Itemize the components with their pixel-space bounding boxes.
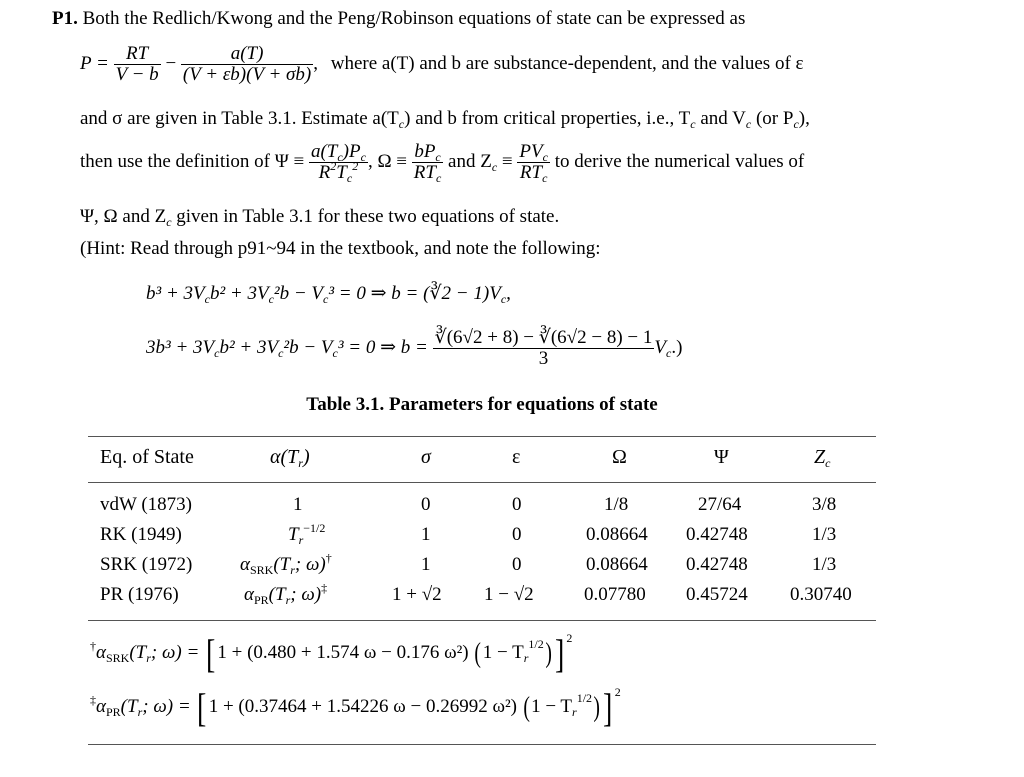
header-epsilon: ε bbox=[512, 446, 521, 468]
fraction-rt-den: V − b bbox=[115, 64, 159, 85]
row-epsilon: 1 − √2 bbox=[484, 584, 534, 605]
sub-c: c bbox=[500, 292, 507, 306]
row-omega: 0.08664 bbox=[586, 554, 648, 575]
footnote-args-end: ; ω) = bbox=[142, 696, 191, 717]
zc-den: RT bbox=[519, 162, 543, 183]
cubic2-num: ∛(6√2 + 8) − ∛(6√2 − 8) − 1 bbox=[434, 327, 653, 348]
row-alpha-args: (T bbox=[273, 554, 291, 575]
row-alpha-name: α bbox=[244, 584, 254, 605]
omega-label: , Ω ≡ bbox=[367, 150, 408, 172]
cubic2-end: V bbox=[654, 336, 666, 358]
equation-of-state bbox=[80, 44, 804, 85]
row-eos: RK (1949) bbox=[100, 524, 182, 545]
header-psi: Ψ bbox=[714, 446, 729, 468]
row-alpha-args-end: ; ω) bbox=[290, 584, 322, 605]
sub-c: c bbox=[435, 150, 441, 164]
where-text: where a(T) and b are substance-dependent, and the values of ε bbox=[330, 52, 804, 74]
header-zc-label: Z bbox=[814, 446, 826, 468]
psi-den-b: T bbox=[336, 162, 347, 183]
psi-num: a(T bbox=[310, 141, 338, 162]
sub-c: c bbox=[542, 150, 548, 164]
line-table-ref bbox=[80, 206, 559, 228]
zc-label: and Z bbox=[448, 150, 492, 172]
header-alpha-close: ) bbox=[302, 446, 310, 468]
line3-c: and V bbox=[695, 108, 746, 129]
cubic2-lhs: 3b³ + 3V bbox=[146, 336, 215, 358]
header-zc bbox=[814, 446, 830, 469]
row-sigma: 1 + √2 bbox=[392, 584, 442, 605]
row-epsilon: 0 bbox=[512, 554, 522, 575]
line4-end: to derive the numerical values of bbox=[554, 150, 805, 172]
fraction-at bbox=[181, 44, 313, 85]
row-alpha-sub: PR bbox=[253, 593, 269, 607]
problem-label: P1. bbox=[52, 8, 78, 29]
sub-c: c bbox=[332, 345, 338, 360]
cubic1-end: , bbox=[506, 283, 511, 304]
problem-intro: Both the Redlich/Kwong and the Peng/Robinson equations of state can be expressed as bbox=[82, 8, 746, 29]
row-alpha bbox=[240, 551, 332, 577]
zc-equiv: ≡ bbox=[497, 150, 513, 172]
line5-b: given in Table 3.1 for these two equations of state. bbox=[171, 206, 560, 227]
fraction-rt-num: RT bbox=[114, 44, 161, 65]
cubic2-den: 3 bbox=[538, 348, 549, 369]
row-psi: 0.42748 bbox=[686, 554, 748, 575]
header-alpha-label: α(T bbox=[270, 446, 299, 468]
zc-fraction bbox=[517, 142, 550, 183]
row-alpha bbox=[288, 521, 326, 547]
row-sigma: 1 bbox=[421, 524, 431, 545]
footnote-mark: † bbox=[90, 639, 96, 653]
footnote-pr: $^\ddagger\alpha_{PR}(T_r$; ω) = [ 1 + (0.37464 + 1.54226 ω − 0.26992 ω²) $(1 - T_r^{1/2})$] $^2$ bbox=[90, 684, 621, 730]
sub-c: c bbox=[268, 292, 274, 306]
row-zc: 3/8 bbox=[812, 494, 837, 515]
fraction-rt bbox=[114, 44, 161, 85]
line3-d: (or P bbox=[751, 108, 794, 129]
cubic1-mid: b² + 3V bbox=[209, 283, 269, 304]
line5-a: Ψ, Ω and Z bbox=[80, 206, 167, 227]
cubic1-lhs: b³ + 3V bbox=[146, 283, 205, 304]
row-omega: 0.08664 bbox=[586, 524, 648, 545]
row-alpha bbox=[244, 581, 328, 607]
psi-fraction: $\frac{a(T_c)P_c}{R^2T_c^2}$ bbox=[310, 141, 366, 185]
cubic2-fraction bbox=[433, 328, 655, 369]
footnote-factor-sup: 1/2 bbox=[528, 637, 544, 651]
row-alpha-args: (T bbox=[268, 584, 286, 605]
cubic-equation-1 bbox=[146, 282, 511, 305]
row-alpha-mark: † bbox=[325, 551, 332, 565]
line3-a: and σ are given in Table 3.1. Estimate a(T bbox=[80, 108, 399, 129]
sub-c: c bbox=[204, 292, 210, 306]
footnote-power: 2 bbox=[566, 631, 573, 645]
table-top-rule bbox=[88, 436, 876, 437]
footnote-factor-sub: r bbox=[523, 651, 529, 665]
header-sigma: σ bbox=[421, 446, 431, 468]
header-alpha bbox=[270, 446, 310, 469]
sub-c: c bbox=[214, 345, 220, 360]
eq-p-label: P = bbox=[80, 52, 109, 74]
hint-text: (Hint: Read through p91~94 in the textbook, and note the following: bbox=[80, 238, 601, 259]
sub-c: c bbox=[323, 292, 329, 306]
row-alpha-t: T bbox=[288, 524, 299, 545]
omega-den: RT bbox=[413, 162, 436, 183]
row-epsilon: 0 bbox=[512, 494, 522, 515]
sub-c: c bbox=[278, 345, 284, 360]
sub-c: c bbox=[398, 117, 405, 131]
row-sigma: 0 bbox=[421, 494, 431, 515]
sub-c: c bbox=[793, 117, 799, 131]
footnote-mark: ‡ bbox=[90, 693, 96, 707]
footnote-factor-sup: 1/2 bbox=[576, 691, 593, 705]
row-zc: 1/3 bbox=[812, 524, 837, 545]
cubic2-mid2: ²b − V bbox=[283, 336, 333, 358]
cubic2-rhs: ³ = 0 ⇒ b = bbox=[337, 336, 428, 358]
table-caption: Table 3.1. Parameters for equations of state bbox=[306, 394, 658, 415]
row-omega: 1/8 bbox=[604, 494, 629, 515]
row-eos: vdW (1873) bbox=[100, 494, 192, 515]
psi-num-b: )P bbox=[342, 141, 361, 162]
cubic1-mid2: ²b − V bbox=[273, 283, 324, 304]
line-estimate bbox=[80, 108, 810, 130]
minus-sign: − bbox=[165, 52, 177, 74]
sub-c: c bbox=[337, 150, 343, 164]
footnote-args: (T bbox=[129, 642, 147, 663]
footnote-name-sub: PR bbox=[105, 705, 121, 719]
row-alpha-mark: ‡ bbox=[321, 581, 328, 595]
footnote-body: 1 + (0.480 + 1.574 ω − 0.176 ω²) bbox=[217, 642, 469, 663]
row-psi: 27/64 bbox=[698, 494, 742, 515]
sub-c: c bbox=[745, 117, 752, 131]
row-alpha: 1 bbox=[293, 494, 303, 515]
footnote-name-sub: SRK bbox=[105, 651, 130, 665]
row-alpha-args-end: ; ω) bbox=[294, 554, 326, 575]
sub-c: c bbox=[346, 171, 353, 185]
table-header-rule bbox=[88, 482, 876, 483]
cubic2-close: .) bbox=[671, 336, 683, 358]
sub-c: c bbox=[491, 159, 498, 174]
row-alpha-args-sub: r bbox=[290, 563, 295, 577]
sub-c: c bbox=[435, 171, 442, 185]
eq-comma: , bbox=[313, 52, 318, 74]
fraction-at-num: a(T) bbox=[181, 44, 313, 65]
footnote-body: 1 + (0.37464 + 1.54226 ω − 0.26992 ω²) bbox=[208, 696, 517, 717]
footnote-args-sub: r bbox=[146, 651, 151, 665]
footnote-bottom-rule bbox=[88, 744, 876, 745]
row-zc: 1/3 bbox=[812, 554, 837, 575]
row-sigma: 1 bbox=[421, 554, 431, 575]
header-omega: Ω bbox=[612, 446, 627, 468]
omega-num: bP bbox=[414, 141, 436, 162]
footnote-args: (T bbox=[120, 696, 138, 717]
row-eos: PR (1976) bbox=[100, 584, 179, 605]
omega-fraction bbox=[412, 142, 444, 183]
fraction-at-den: (V + εb)(V + σb) bbox=[182, 64, 312, 85]
row-alpha-sub: SRK bbox=[249, 563, 274, 577]
footnote-args-sub: r bbox=[137, 705, 143, 719]
footnote-srk: $^\dagger\alpha_{SRK}(T_r$; ω) = [ 1 + (0.480 + 1.574 ω − 0.176 ω²) $(1 - T_r^{1/2})$] $^2$ bbox=[90, 630, 573, 676]
row-alpha-sub: r bbox=[298, 533, 304, 547]
row-alpha-args-sub: r bbox=[285, 593, 291, 607]
psi-den: R bbox=[318, 162, 331, 183]
line3-e: ), bbox=[798, 108, 810, 129]
row-zc: 0.30740 bbox=[790, 584, 852, 605]
footnote-factor-sub: r bbox=[572, 705, 577, 719]
footnote-factor: 1 − T bbox=[482, 642, 524, 663]
footnote-factor: 1 − T bbox=[531, 696, 573, 717]
row-psi: 0.42748 bbox=[686, 524, 748, 545]
footnote-name: α bbox=[96, 696, 106, 717]
line-definitions bbox=[80, 142, 804, 183]
cubic1-rhs: ³ = 0 ⇒ b = (∛2 − 1)V bbox=[328, 283, 501, 304]
line3-b: ) and b from critical properties, i.e., T bbox=[404, 108, 691, 129]
header-eos: Eq. of State bbox=[100, 446, 194, 468]
row-psi: 0.45724 bbox=[686, 584, 748, 605]
row-omega: 0.07780 bbox=[584, 584, 646, 605]
problem-intro-line bbox=[52, 8, 745, 30]
line4-a: then use the definition of Ψ ≡ bbox=[80, 150, 305, 172]
sub-c: c bbox=[542, 171, 548, 185]
sub-c: c bbox=[166, 215, 172, 229]
header-zc-sub: c bbox=[825, 456, 831, 470]
cubic-equation-2 bbox=[146, 328, 682, 369]
row-epsilon: 0 bbox=[512, 524, 522, 545]
sub-c: c bbox=[360, 150, 366, 164]
sub-c: c bbox=[665, 345, 672, 360]
sub-c: c bbox=[690, 117, 696, 131]
row-eos: SRK (1972) bbox=[100, 554, 193, 575]
cubic2-mid: b² + 3V bbox=[219, 336, 279, 358]
header-alpha-sub: r bbox=[298, 456, 303, 470]
footnote-power: 2 bbox=[614, 685, 621, 699]
row-alpha-name: α bbox=[240, 554, 250, 575]
footnote-args-end: ; ω) = bbox=[150, 642, 200, 663]
footnote-name: α bbox=[96, 642, 106, 663]
zc-num: PV bbox=[519, 141, 543, 162]
row-alpha-sup: −1/2 bbox=[303, 521, 326, 535]
table-bottom-rule bbox=[88, 620, 876, 621]
